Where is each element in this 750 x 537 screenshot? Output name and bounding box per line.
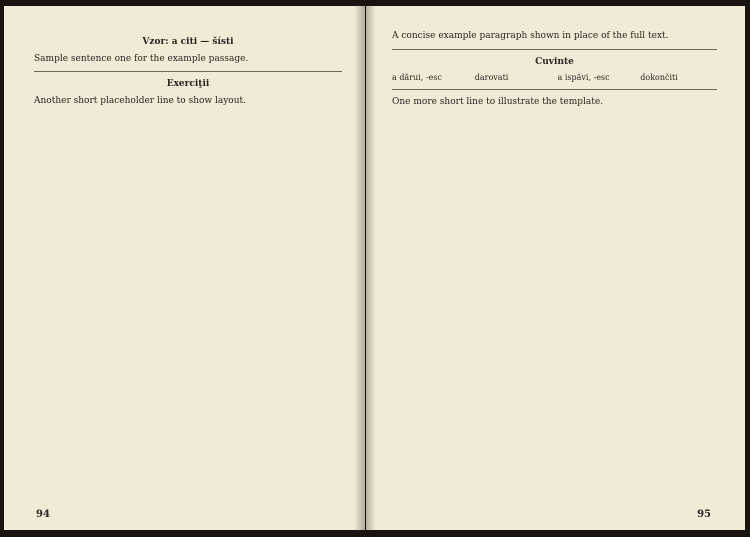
vocab-item: darovati: [474, 73, 509, 82]
vocab-item: dokončiti: [640, 73, 678, 82]
left-edge-shadow: [354, 6, 364, 530]
right-divider-2: [392, 89, 717, 90]
left-page: [4, 6, 365, 530]
left-column: [34, 30, 342, 107]
left-section-heading: Exerciţii: [166, 79, 210, 89]
right-paragraph-1: A concise example paragraph shown in place of the full text.: [392, 31, 669, 41]
right-divider: [392, 49, 717, 50]
right-heading: Cuvinte: [535, 56, 574, 67]
right-paragraph-2: One more short line to illustrate the template.: [392, 97, 604, 107]
right-edge-shadow: [366, 6, 376, 530]
vocab-grid: [392, 72, 717, 83]
right-column: [392, 30, 717, 109]
left-page-number: 94: [36, 509, 50, 520]
right-page: [366, 6, 745, 530]
vocab-item: a dărui, -esc: [392, 73, 442, 82]
left-title: Vzor: a citi — šísti: [142, 37, 234, 47]
left-paragraph-2: Another short placeholder line to show layout.: [34, 95, 247, 106]
left-divider: [34, 71, 342, 72]
vocab-item: a ispăvi, -esc: [557, 73, 610, 82]
left-paragraph-1: Sample sentence one for the example passage.: [34, 53, 249, 64]
right-page-number: 95: [697, 509, 711, 520]
